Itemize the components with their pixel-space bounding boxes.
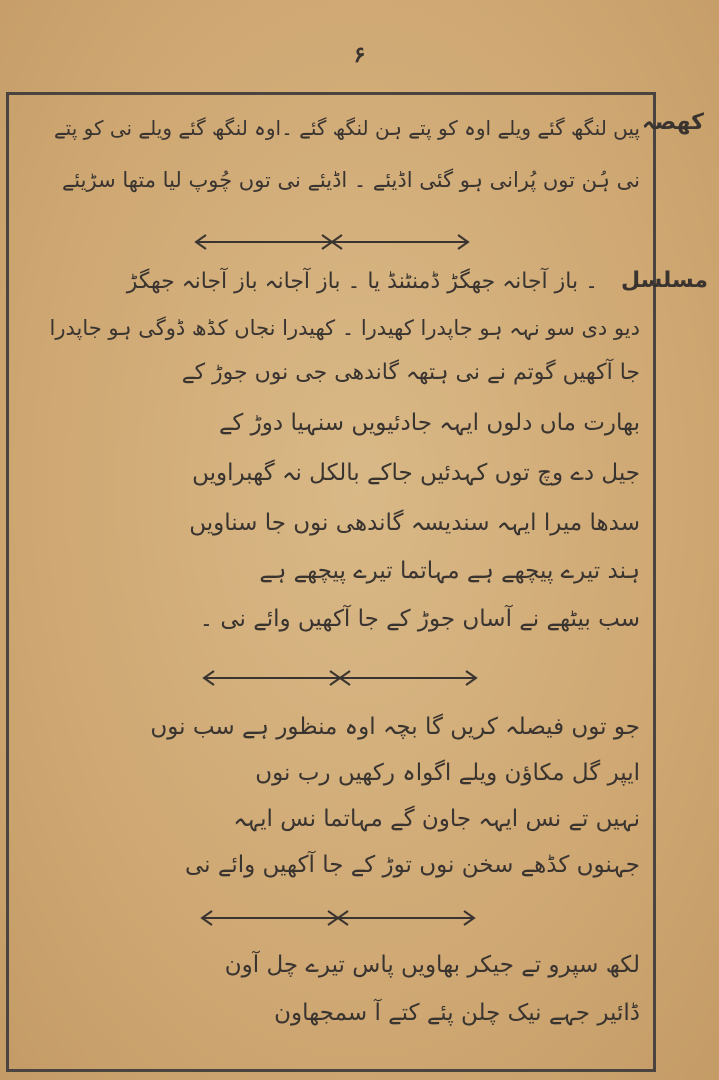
verse-block bbox=[40, 710, 640, 890]
verse-block bbox=[30, 300, 640, 660]
verse-line: جیل دے وچ توں کہدئیں جاکے بالکل نہ گھبراویں bbox=[192, 460, 640, 486]
verse-line: نہیں تے نس ایہہ جاون گے مہاتما نس ایہہ bbox=[233, 806, 640, 832]
verse-line: پیں لنگھ گئے ویلے اوہ کو پتے ہن لنگھ گئے ۔اوہ لنگھ گئے ویلے نی کو پتے bbox=[53, 116, 640, 140]
verse-line: جہنوں کڈھے سخن نوں توڑ کے جا آکھیں وائے نی bbox=[184, 852, 640, 878]
verse-line: ہند تیرے پیچھے ہے مہاتما تیرے پیچھے ہے bbox=[259, 558, 640, 584]
verse-line: ایپر گل مکاؤن ویلے اگواہ رکھیں رب نوں bbox=[255, 760, 640, 786]
verse-line: نی ہُن توں پُرانی ہو گئی اڈیئے ۔ اڈیئے نی توں چُوپ لیا متھا سڑیئے bbox=[62, 168, 640, 192]
section-divider bbox=[192, 232, 472, 252]
section-divider bbox=[198, 908, 478, 928]
verse-line: سدھا میرا ایہہ سندیسہ گاندھی نوں جا سناویں bbox=[189, 510, 640, 536]
page-number: ۶ bbox=[353, 42, 366, 68]
verse-line: سب بیٹھے نے آساں جوڑ کے جا آکھیں وائے نی ۔ bbox=[199, 606, 640, 632]
verse-line: ڈائیر جہے نیک چلن پئے کتے آ سمجھاون bbox=[274, 1000, 640, 1026]
verse-block bbox=[40, 948, 640, 1048]
verse-line: جا آکھیں گوتم نے نی ہتھہ گاندھی جی نوں جوڑ کے bbox=[181, 360, 640, 385]
verse-tag: کھصہ bbox=[642, 110, 704, 135]
verse-line: لکھ سپرو تے جیکر بھاویں پاس تیرے چل آون bbox=[224, 952, 640, 978]
verse-tag: مسلسل bbox=[620, 268, 708, 293]
verse-line: ۔ باز آجانہ جھگڑ ڈمنٹنڈ یا ۔ باز آجانہ باز آجانہ جھگڑ bbox=[126, 269, 598, 294]
verse-line: بھارت ماں دلوں ایہہ جادئیویں سنہیا دوڑ کے bbox=[218, 410, 640, 436]
verse-block bbox=[50, 108, 640, 208]
section-divider bbox=[200, 668, 480, 688]
verse-line: دیو دی سو نہہ ہو جاپدرا کھیدرا ۔ کھیدرا نجاں کڈھ ڈوگی ہو جاپدرا bbox=[49, 316, 640, 340]
verse-line: جو توں فیصلہ کریں گا بچہ اوہ منظور ہے سب نوں bbox=[150, 714, 640, 740]
